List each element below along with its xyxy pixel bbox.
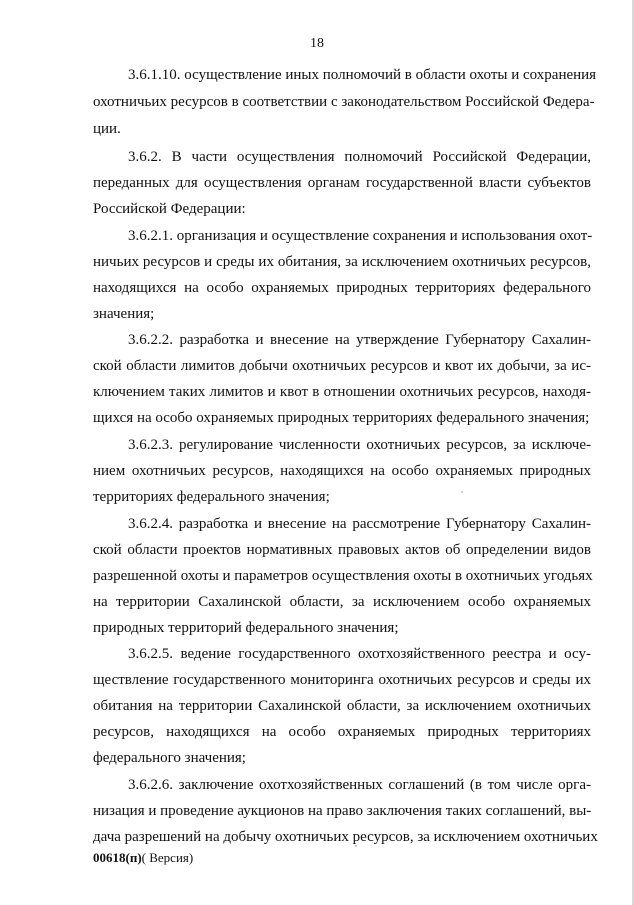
text-line: 3.6.2.1. организация и осуществление сохранения и использования охот- — [128, 228, 593, 244]
text-line: на территории Сахалинской области, за исключением особо охраняемых — [93, 594, 591, 610]
document-version: ( Версия) — [141, 850, 194, 865]
text-line: дача разрешений на добычу охотничьих ресурсов, за исключением охотничьих — [93, 829, 598, 845]
text-line: охотничьих ресурсов в соответствии с законодательством Российской Федера- — [93, 94, 595, 110]
text-line: 3.6.2.2. разработка и внесение на утверждение Губернатору Сахалин- — [128, 332, 591, 348]
text-line: щихся на особо охраняемых природных территориях федерального значения; — [93, 410, 590, 426]
text-line: ничьих ресурсов и среды их обитания, за исключением охотничьих ресурсов, — [93, 254, 591, 270]
text-line: 3.6.2.6. заключение охотхозяйственных соглашений (в том числе орга- — [128, 777, 591, 793]
text-line: переданных для осуществления органам государственной власти субъектов — [93, 175, 591, 191]
text-line: ской области проектов нормативных правовых актов об определении видов — [93, 542, 591, 558]
document-code: 00618(п) — [93, 850, 142, 865]
text-line: Российской Федерации: — [93, 201, 246, 217]
text-line: ресурсов, находящихся на особо охраняемых природных территориях — [93, 724, 591, 740]
text-line: 3.6.2.5. ведение государственного охотхозяйственного реестра и осу- — [128, 646, 591, 662]
text-line: 3.6.2. В части осуществления полномочий Российской Федерации, — [128, 149, 591, 165]
text-line: 3.6.2.4. разработка и внесение на рассмотрение Губернатору Сахалин- — [128, 516, 591, 532]
text-line: значения; — [93, 306, 155, 322]
text-line: ключением таких лимитов и квот в отношении охотничьих ресурсов, находя- — [93, 384, 591, 400]
page-number: 18 — [310, 36, 324, 51]
scan-speck — [355, 845, 357, 847]
text-line: ции. — [93, 121, 121, 137]
text-line: 3.6.2.3. регулирование численности охотничьих ресурсов, за исключе- — [128, 437, 591, 453]
scan-speck — [461, 491, 463, 493]
text-line: находящихся на особо охраняемых природных территориях федерального — [93, 280, 591, 296]
text-line: нием охотничьих ресурсов, находящихся на особо охраняемых природных — [93, 463, 591, 479]
text-line: ской области лимитов добычи охотничьих ресурсов и квот их добычи, за ис- — [93, 358, 591, 374]
text-line: обитания на территории Сахалинской области, за исключением охотничьих — [93, 698, 591, 714]
document-footer — [93, 850, 193, 866]
text-line: федерального значения; — [93, 750, 246, 766]
text-line: низация и проведение аукционов на право заключения таких соглашений, вы- — [93, 803, 592, 819]
text-line: ществление государственного мониторинга охотничьих ресурсов и среды их — [93, 672, 591, 688]
text-line: разрешенной охоты и параметров осуществления охоты в охотничьих угодьях — [93, 568, 593, 584]
text-line: природных территорий федерального значения; — [93, 620, 399, 636]
text-line: 3.6.1.10. осуществление иных полномочий в области охоты и сохранения — [128, 67, 597, 83]
text-line: территориях федерального значения; — [93, 489, 330, 505]
